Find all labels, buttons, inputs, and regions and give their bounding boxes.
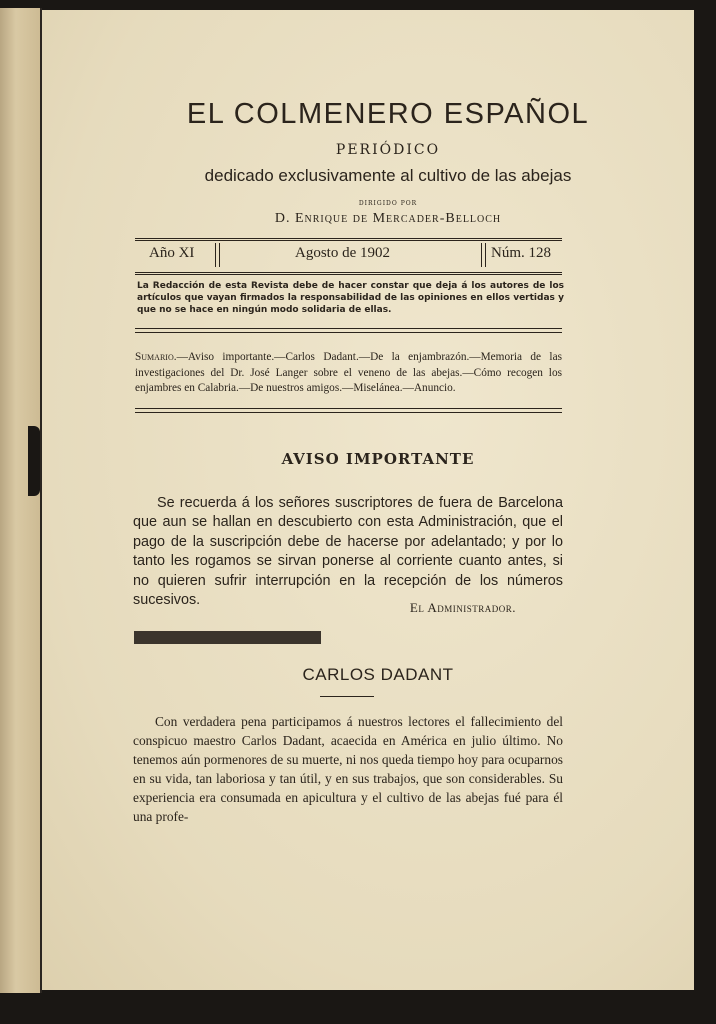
- summary-text: —Aviso importante.—Carlos Dadant.—De la enjambrazón.—Memoria de las investigaciones del Dr. José Langer sobre el veneno de las abejas.—Cómo recogen los enjambres en Calabria.—De nuestros amigos.—Miselánea.—Anuncio.: [135, 351, 562, 394]
- ornament-bar: [134, 631, 321, 644]
- issue-separator: [481, 243, 486, 267]
- issue-date: Agosto de 1902: [295, 245, 390, 261]
- masthead-title: EL COLMENERO ESPAÑOL: [186, 98, 590, 130]
- issue-info-bar: [135, 238, 562, 275]
- carlos-heading: CARLOS DADANT: [302, 665, 454, 684]
- aviso-heading: AVISO IMPORTANTE: [281, 450, 475, 468]
- editorial-notice: La Redacción de esta Revista debe de hacer constar que deja á los autores de los artículos que vayan firmados la responsabilidad de las opiniones en ellos vertidas y que no se hace en ningún modo solidaria de ellas.: [137, 281, 564, 315]
- masthead-editor: D. Enrique de Mercader-Belloch: [274, 211, 502, 226]
- carlos-paragraph: Con verdadera pena participamos á nuestros lectores el fallecimiento del conspicuo maestro Carlos Dadant, acaecida en América en julio último. No tenemos aún pormenores de su muerte, ni nos queda tiempo hoy para ocuparnos en su vida, tan laboriosa y tan útil, y en sus trabajos, que son considerables. Su experiencia era consumada en apicultura y el cultivo de las abejas fué para él una profe-: [133, 714, 563, 824]
- issue-separator: [215, 243, 220, 267]
- summary: [135, 350, 562, 397]
- summary-lead: Sumario.: [135, 351, 177, 363]
- divider-rule: [135, 328, 562, 333]
- heading-rule: [320, 696, 374, 697]
- divider-rule: [135, 408, 562, 413]
- left-page-edge: [0, 8, 42, 993]
- carlos-body: [133, 712, 563, 826]
- document-page: [42, 10, 694, 990]
- aviso-body: [133, 494, 563, 610]
- aviso-signature: El Administrador.: [409, 600, 516, 615]
- masthead-subtitle: PERIÓDICO: [335, 142, 441, 158]
- issue-year: Año XI: [149, 245, 195, 261]
- binding-notch: [28, 426, 40, 496]
- issue-number: Núm. 128: [491, 245, 551, 261]
- masthead-tagline: dedicado exclusivamente al cultivo de las abejas: [204, 166, 572, 185]
- aviso-paragraph: Se recuerda á los señores suscriptores de fuera de Barcelona que aun se hallan en descubierto con esta Administración, que el pago de la suscripción debe de hacerse por adelantado; y por lo tanto les rogamos se sirvan ponerse al corriente cuanto antes, si no quieren sufrir interrupción en la recepción de los números sucesivos.: [133, 495, 563, 609]
- masthead-directed-by: DIRIGIDO POR: [358, 200, 418, 207]
